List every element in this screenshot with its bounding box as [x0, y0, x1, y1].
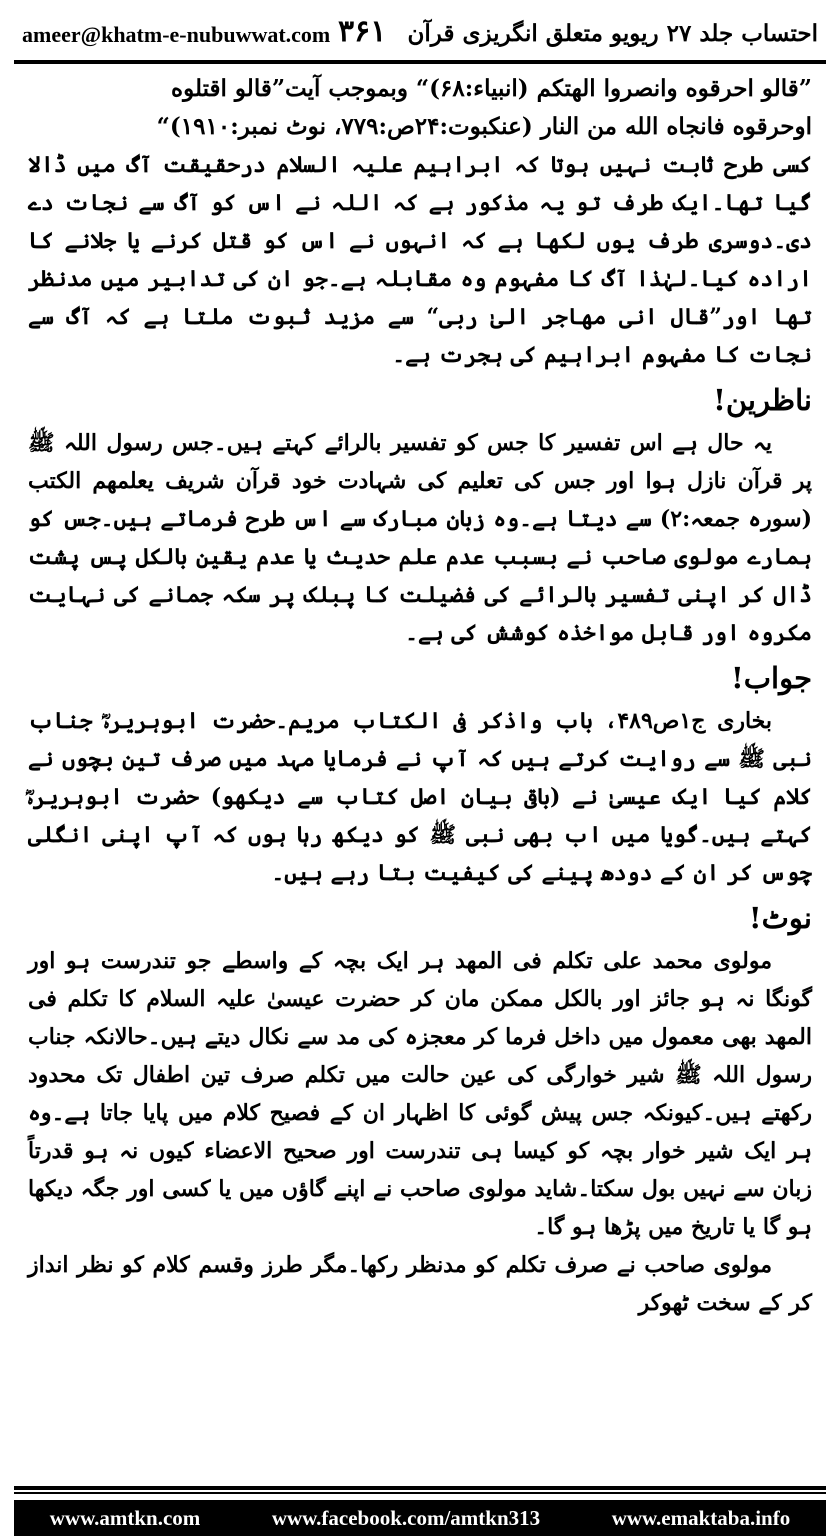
- header-email: ameer@khatm-e-nubuwwat.com: [22, 22, 331, 47]
- quote-line-2: اوحرقوه فانجاه الله من النار (عنکبوت:۲۴ص:۷۷۹، نوٹ نمبر:۱۹۱۰)“: [156, 113, 812, 140]
- page-number: ۳۶۱: [338, 14, 387, 49]
- paragraph-2: یہ حال ہے اس تفسیر کا جس کو تفسیر بالرائے کہتے ہیں۔جس رسول اللہ ﷺ پر قرآن نازل ہوا اور جس کی تعلیم کی شہادت خود قرآن شریف یعلمهم الکتب (سورہ جمعہ:۲) سے دیتا ہے۔وہ زبان مبارک سے اس طرح فرماتے ہیں۔جس کو ہمارے مولوی صاحب نے بسبب عدم علم حدیث یا عدم یقین بالکل پس پشت ڈال کر اپنی تفسیر بالرائے کی فضیلت کا پبلک پر سکہ جمانے کی نہایت مکروہ اور قابل مواخذہ کوشش کی ہے۔: [28, 430, 812, 646]
- running-title: احتساب جلد ۲۷ ریویو متعلق انگریزی قرآن: [407, 20, 818, 47]
- paragraph-4: مولوی محمد علی تکلم فی المهد ہر ایک بچہ کے واسطے جو تندرست ہو اور گونگا نہ ہو جائز اور بالکل ممکن مان کر حضرت عیسیٰ علیہ السلام کا تکلم فی المهد بھی معمول میں داخل فرما کر معجزہ کی مد سے نکال دیتے ہیں۔حالانکہ جناب رسول اللہ ﷺ شیر خوارگی کی عین حالت میں تکلم صرف تین اطفال تک محدود رکھتے ہیں۔کیونکہ جس پیش گوئی کا اظہار ان کے فصیح کلام میں پایا جاتا ہے۔وہ ہر ایک شیر خوار بچہ کو کیسا ہی تندرست اور صحیح الاعضاء کیوں نہ ہو قدرتاً زبان سے نہیں بول سکتا۔شاید مولوی صاحب نے اپنے گاؤں میں یا کسی اور جگہ دیکھا ہو گا یا تاریخ میں پڑھا ہو گا۔: [28, 948, 813, 1240]
- paragraph-1: کسی طرح ثابت نہیں ہوتا کہ ابراہیم علیہ السلام درحقیقت آگ میں ڈالا گیا تھا۔ایک طرف تو یہ مذکور ہے کہ اللہ نے اس کو آگ سے نجات دے دی۔دوسری طرف یوں لکھا ہے کہ انہوں نے اس کو قتل کرنے یا جلانے کا ارادہ کیا۔لہٰذا آگ کا مفہوم وہ مقابلہ ہے۔جو ان کی تدابیر میں مدنظر تھا اور”قال انی مهاجر الیٰ ربی“ سے مزید ثبوت ملتا ہے کہ آگ سے نجات کا مفہوم ابراہیم کی ہجرت ہے۔: [28, 152, 812, 368]
- page-header: [14, 14, 826, 54]
- footer-rule-thin: [14, 1492, 826, 1494]
- footer-rule: [14, 1486, 826, 1490]
- quote-line-1: ”قالو احرقوه وانصروا الهتكم (انبیاء:۶۸)“ وبموجب آیت”قالو اقتلوه: [171, 75, 812, 102]
- footer-link-facebook[interactable]: www.facebook.com/amtkn313: [271, 1505, 541, 1530]
- page-footer: [14, 1500, 826, 1536]
- heading-note: نوٹ!: [748, 901, 812, 935]
- footer-link-amtkn[interactable]: www.amtkn.com: [49, 1505, 201, 1530]
- paragraph-3: بخاری ج۱ص۴۸۹، باب واذکر فی الکتاب مریم۔حضرت ابوہریرہؓ جناب نبی ﷺ سے روایت کرتے ہیں کہ آپ نے فرمایا مہد میں صرف تین بچوں نے کلام کیا ایک عیسیٰ نے (باقی بیان اصل کتاب سے دیکھو) حضرت ابوہریرہؓ کہتے ہیں۔گویا میں اب بھی نبی ﷺ کو دیکھ رہا ہوں کہ آپ اپنی انگلی چوس کر ان کے دودھ پینے کی کیفیت بتا رہے ہیں۔: [28, 708, 812, 886]
- header-rule: [14, 60, 826, 64]
- footer-link-emaktaba[interactable]: www.emaktaba.info: [611, 1505, 791, 1530]
- heading-answer: جواب!: [731, 661, 812, 695]
- paragraph-5: مولوی صاحب نے صرف تکلم کو مدنظر رکھا۔مگر طرز وقسم کلام کو نظر انداز کر کے سخت ٹھوکر: [28, 1252, 812, 1316]
- heading-readers: ناظرین!: [713, 383, 812, 417]
- page-body: [28, 70, 812, 1466]
